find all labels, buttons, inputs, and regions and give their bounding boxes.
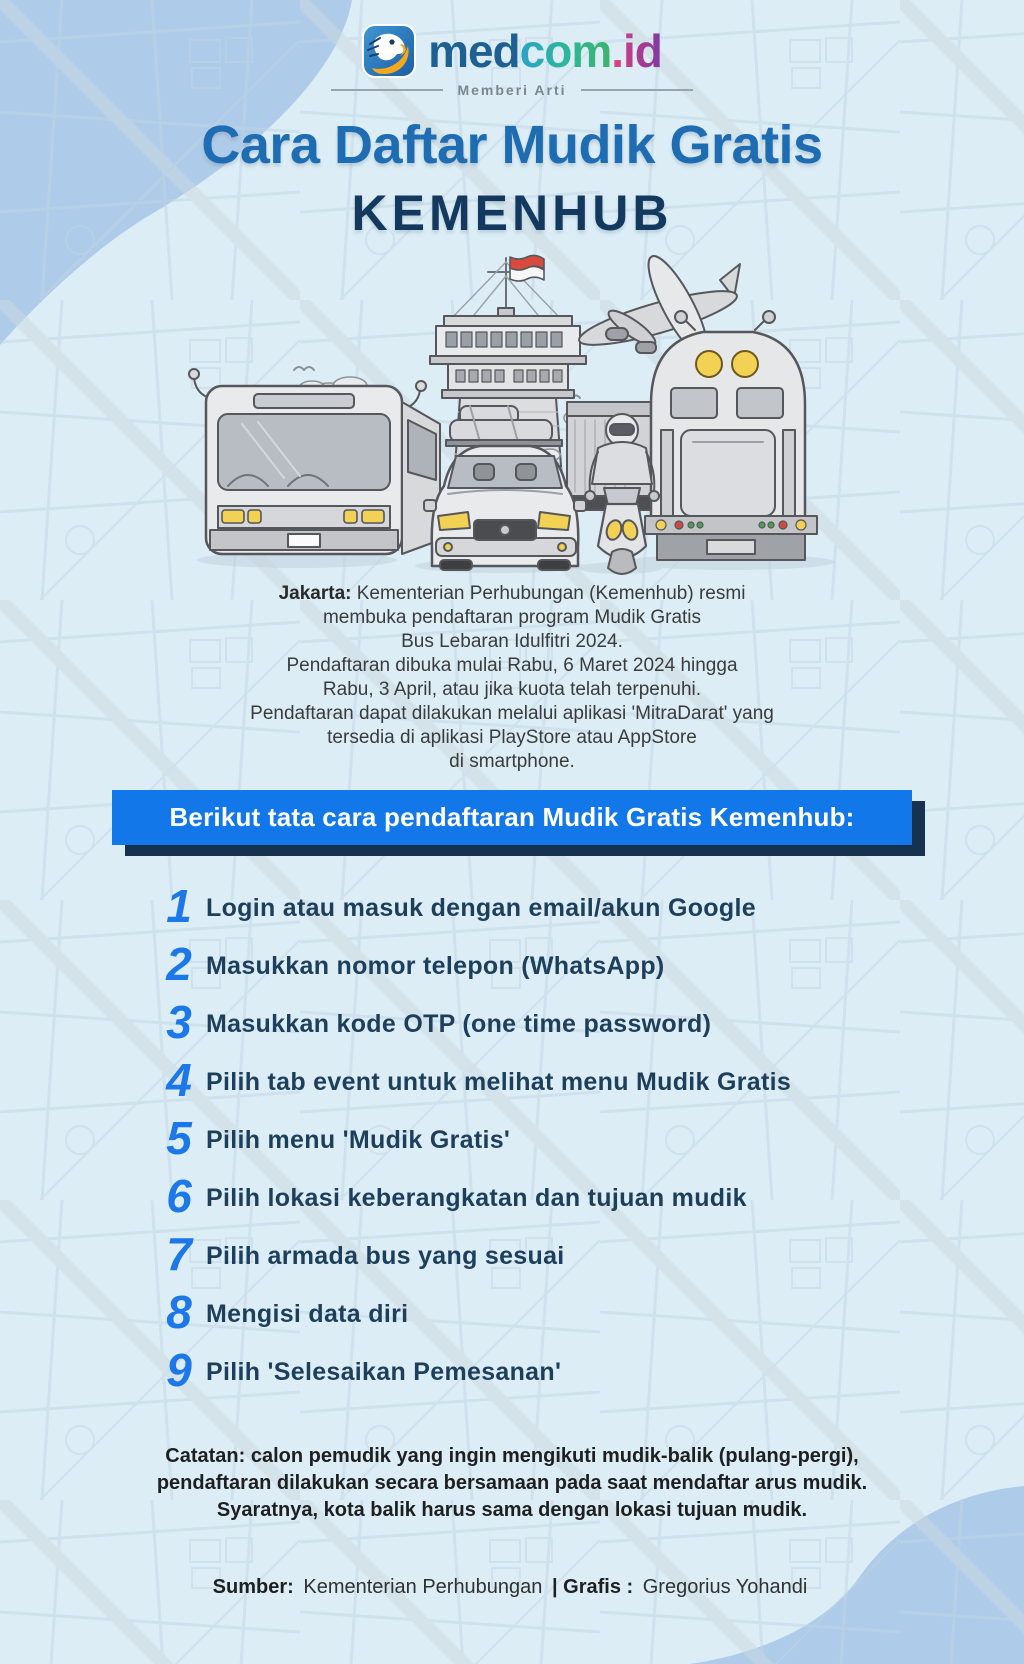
- step-row: [158, 1343, 1024, 1401]
- intro-line: Bus Lebaran Idulfitri 2024.: [401, 631, 623, 652]
- intro-paragraph: [0, 582, 1024, 774]
- tagline-rule-left: [331, 89, 443, 91]
- step-row: [158, 1227, 1024, 1285]
- step-label: Pilih tab event untuk melihat menu Mudik Gratis: [206, 1067, 792, 1096]
- note-line: Catatan: calon pemudik yang ingin mengikuti mudik-balik (pulang-pergi),: [165, 1445, 859, 1467]
- step-number: 8: [166, 1286, 192, 1338]
- source-label: Sumber:: [212, 1576, 294, 1598]
- logo-com: com: [519, 25, 612, 77]
- car-illustration: [424, 406, 586, 570]
- step-label: Pilih menu 'Mudik Gratis': [206, 1125, 511, 1154]
- step-label: Pilih 'Selesaikan Pemesanan': [206, 1357, 562, 1386]
- step-number: 6: [166, 1170, 192, 1222]
- page-subtitle: KEMENHUB: [351, 185, 673, 241]
- intro-line: di smartphone.: [449, 751, 575, 772]
- brand-tagline: Memberi Arti: [457, 82, 567, 98]
- step-label: Masukkan nomor telepon (WhatsApp): [206, 951, 665, 980]
- note-line: pendaftaran dilakukan secara bersamaan pada saat mendaftar arus mudik.: [156, 1472, 868, 1494]
- step-row: [158, 995, 1024, 1053]
- brand-logo: [0, 0, 1024, 78]
- step-number: 5: [166, 1112, 192, 1164]
- step-row: [158, 1111, 1024, 1169]
- brand-wordmark: [428, 25, 662, 77]
- step-label: Mengisi data diri: [206, 1299, 409, 1328]
- intro-line: Pendaftaran dibuka mulai Rabu, 6 Maret 2024 hingga: [286, 655, 738, 676]
- medcom-eagle-icon: [362, 24, 416, 78]
- step-number: 7: [166, 1228, 192, 1280]
- intro-line: Rabu, 3 April, atau jika kuota telah terpenuhi.: [322, 679, 702, 700]
- intro-dateline: Jakarta:: [278, 583, 352, 604]
- brand-tagline-row: [0, 82, 1024, 98]
- graphic-value: Gregorius Yohandi: [642, 1576, 808, 1598]
- step-row: [158, 1285, 1024, 1343]
- intro-line: Jakarta: Kementerian Perhubungan (Kemenhub) resmi: [278, 583, 746, 604]
- bus-illustration: [189, 369, 440, 554]
- step-number: 9: [166, 1344, 192, 1396]
- step-number: 1: [166, 880, 192, 932]
- separator: |: [551, 1576, 558, 1598]
- step-row: [158, 937, 1024, 995]
- tagline-rule-right: [581, 89, 693, 91]
- page-title: Cara Daftar Mudik Gratis: [201, 115, 823, 175]
- step-row: [158, 1053, 1024, 1111]
- intro-line: Pendaftaran dapat dilakukan melalui aplikasi 'MitraDarat' yang: [250, 703, 774, 724]
- step-label: Pilih lokasi keberangkatan dan tujuan mudik: [206, 1183, 747, 1212]
- step-number: 4: [166, 1054, 192, 1106]
- step-label: Pilih armada bus yang sesuai: [206, 1241, 565, 1270]
- step-number: 3: [166, 996, 192, 1048]
- step-number: 2: [166, 938, 192, 990]
- source-credit: [0, 1576, 1024, 1599]
- note: [0, 1443, 1024, 1524]
- step-row: [158, 879, 1024, 937]
- step-label: Login atau masuk dengan email/akun Google: [206, 893, 756, 922]
- source-value: Kementerian Perhubungan: [303, 1576, 543, 1598]
- intro-line: tersedia di aplikasi PlayStore atau AppStore: [327, 727, 697, 748]
- steps-banner-wrap: [112, 790, 912, 845]
- steps-banner: Berikut tata cara pendaftaran Mudik Gratis Kemenhub:: [112, 790, 912, 845]
- logo-id: .id: [611, 25, 662, 77]
- indonesian-flag-icon: [510, 255, 544, 281]
- step-row: [158, 1169, 1024, 1227]
- intro-line: membuka pendaftaran program Mudik Gratis: [322, 607, 702, 628]
- steps-list: [158, 879, 1024, 1401]
- transport-illustration: [0, 248, 1024, 578]
- step-label: Masukkan kode OTP (one time password): [206, 1009, 712, 1038]
- note-line: Syaratnya, kota balik harus sama dengan lokasi tujuan mudik.: [216, 1499, 808, 1521]
- logo-med: med: [428, 25, 520, 77]
- graphic-label: Grafis :: [563, 1576, 634, 1598]
